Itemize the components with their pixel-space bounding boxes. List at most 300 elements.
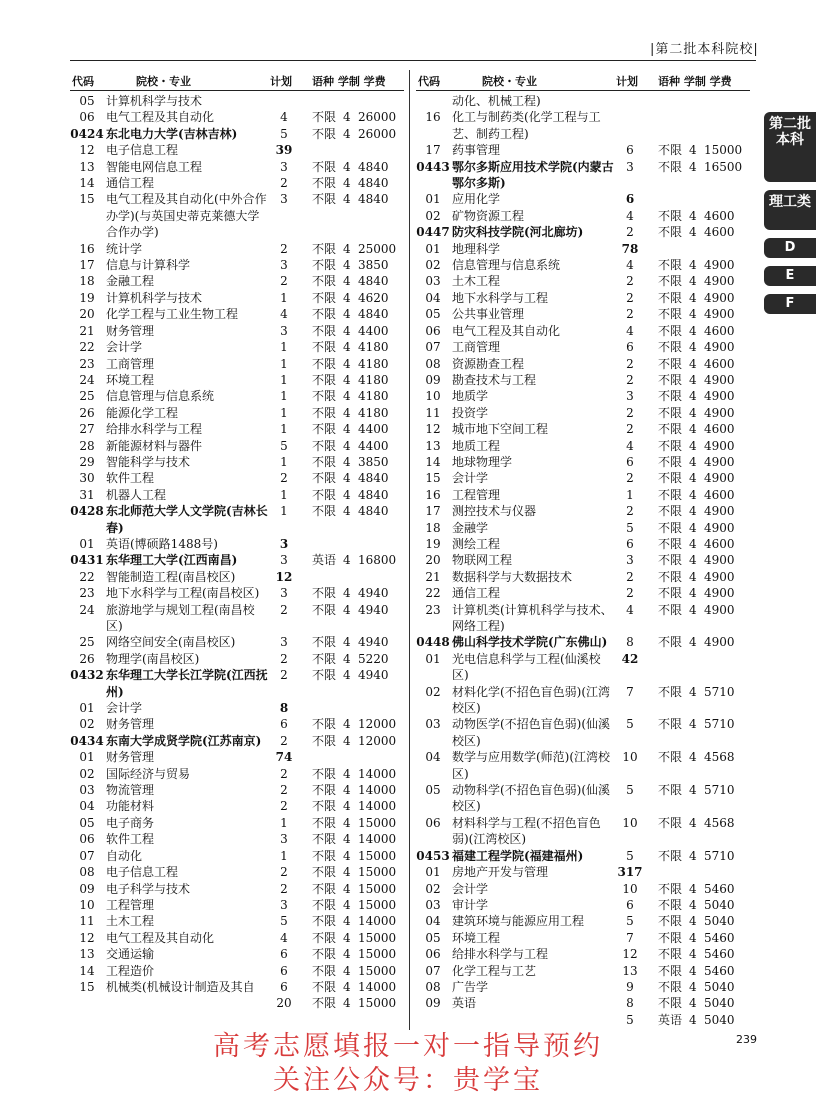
language-cell: 不限 bbox=[312, 454, 337, 469]
major-cell: 矿物资源工程 bbox=[452, 208, 525, 223]
code-cell: 03 bbox=[425, 717, 441, 732]
plan-cell: 4 bbox=[626, 602, 634, 617]
code-cell: 10 bbox=[79, 897, 95, 912]
fee-cell: 26000 bbox=[358, 126, 397, 141]
plan-cell: 2 bbox=[280, 241, 288, 256]
language-cell: 不限 bbox=[312, 783, 337, 798]
plan-cell: 4 bbox=[626, 258, 634, 273]
language-cell: 不限 bbox=[312, 832, 337, 847]
plan-cell: 4 bbox=[280, 307, 288, 322]
major-cell: 电子商务 bbox=[106, 815, 155, 830]
fee-cell: 5040 bbox=[704, 996, 735, 1011]
fee-cell: 5460 bbox=[704, 881, 735, 896]
fee-cell: 26000 bbox=[358, 110, 397, 125]
watermark-line-1: 高考志愿填报一对一指导预约 bbox=[213, 1031, 603, 1062]
years-cell: 4 bbox=[343, 405, 351, 420]
years-cell: 4 bbox=[343, 504, 351, 519]
plan-cell: 2 bbox=[280, 881, 288, 896]
code-cell: 31 bbox=[79, 487, 95, 502]
years-cell: 4 bbox=[343, 881, 351, 896]
language-cell: 不限 bbox=[658, 504, 683, 519]
fee-cell: 15000 bbox=[358, 897, 397, 912]
fee-cell: 4840 bbox=[358, 471, 389, 486]
language-cell: 英语 bbox=[658, 1012, 683, 1027]
language-cell: 不限 bbox=[658, 405, 683, 420]
language-cell: 英语 bbox=[312, 553, 337, 568]
language-cell: 不限 bbox=[312, 996, 337, 1011]
fee-cell: 4940 bbox=[358, 635, 389, 650]
fee-cell: 4600 bbox=[704, 487, 735, 502]
code-cell: 0434 bbox=[70, 733, 104, 748]
plan-cell: 2 bbox=[626, 372, 634, 387]
fee-cell: 4180 bbox=[358, 372, 389, 387]
major-cell: 化工与制药类(化学工程与工艺、制药工程) bbox=[452, 110, 601, 141]
fee-cell: 5040 bbox=[704, 979, 735, 994]
fee-cell: 12000 bbox=[358, 717, 397, 732]
plan-cell: 5 bbox=[626, 520, 634, 535]
fee-cell: 5710 bbox=[704, 717, 735, 732]
language-cell: 不限 bbox=[312, 914, 337, 929]
fee-cell: 4180 bbox=[358, 405, 389, 420]
years-cell: 4 bbox=[689, 881, 697, 896]
major-cell: 动化、机械工程) bbox=[452, 94, 541, 108]
fee-cell: 5220 bbox=[358, 651, 389, 666]
fee-cell: 4900 bbox=[704, 471, 735, 486]
code-cell: 01 bbox=[425, 651, 441, 666]
code-cell: 13 bbox=[79, 159, 95, 174]
years-cell: 4 bbox=[343, 914, 351, 929]
language-cell: 不限 bbox=[658, 372, 683, 387]
plan-cell: 5 bbox=[626, 848, 634, 863]
code-cell: 24 bbox=[79, 602, 95, 617]
plan-cell: 2 bbox=[280, 274, 288, 289]
language-cell: 不限 bbox=[658, 208, 683, 223]
years-cell: 4 bbox=[689, 438, 697, 453]
major-cell: 材料化学(不招色盲色弱)(江湾校区) bbox=[452, 684, 611, 716]
years-cell: 4 bbox=[343, 848, 351, 863]
major-cell: 材料科学与工程(不招色盲色弱)(江湾校区) bbox=[452, 815, 601, 847]
years-cell: 4 bbox=[689, 143, 697, 158]
plan-cell: 4 bbox=[626, 208, 634, 223]
major-cell: 财务管理 bbox=[106, 323, 155, 338]
years-cell: 4 bbox=[343, 389, 351, 404]
code-cell: 18 bbox=[79, 274, 95, 289]
fee-cell: 15000 bbox=[358, 881, 397, 896]
language-cell: 不限 bbox=[312, 979, 337, 994]
fee-cell: 4900 bbox=[704, 520, 735, 535]
years-cell: 4 bbox=[343, 372, 351, 387]
major-cell: 地理科学 bbox=[452, 241, 501, 256]
years-cell: 4 bbox=[343, 438, 351, 453]
code-cell: 06 bbox=[425, 323, 441, 338]
major-cell: 智能电网信息工程 bbox=[106, 159, 203, 174]
years-cell: 4 bbox=[689, 996, 697, 1011]
plan-cell: 10 bbox=[622, 815, 638, 830]
code-cell: 12 bbox=[425, 422, 441, 437]
years-cell: 4 bbox=[343, 668, 351, 683]
header-plan: 计划 bbox=[616, 75, 638, 88]
language-cell: 不限 bbox=[658, 471, 683, 486]
language-cell: 不限 bbox=[312, 176, 337, 191]
table-row bbox=[70, 979, 404, 1011]
fee-cell: 5040 bbox=[704, 1012, 735, 1027]
language-cell: 不限 bbox=[312, 159, 337, 174]
code-cell: 27 bbox=[79, 422, 95, 437]
plan-cell: 6 bbox=[625, 192, 635, 207]
years-cell: 4 bbox=[689, 897, 697, 912]
major-cell: 佛山科学技术学院(广东佛山) bbox=[452, 635, 608, 650]
language-cell: 不限 bbox=[312, 963, 337, 978]
plan-cell: 3 bbox=[279, 536, 289, 551]
code-cell: 22 bbox=[79, 340, 95, 355]
major-cell: 旅游地学与规划工程(南昌校区) bbox=[106, 602, 255, 633]
language-cell: 不限 bbox=[658, 848, 683, 863]
plan-cell: 2 bbox=[280, 651, 288, 666]
years-cell: 4 bbox=[343, 110, 351, 125]
major-cell: 电气工程及其自动化 bbox=[452, 323, 561, 338]
plan-cell: 2 bbox=[280, 799, 288, 814]
years-cell: 4 bbox=[689, 454, 697, 469]
code-cell: 28 bbox=[79, 438, 95, 453]
years-cell: 4 bbox=[343, 586, 351, 601]
major-cell: 金融学 bbox=[452, 520, 489, 535]
code-cell: 19 bbox=[425, 536, 441, 551]
language-cell: 不限 bbox=[658, 602, 683, 617]
plan-cell: 1 bbox=[280, 405, 288, 420]
years-cell: 4 bbox=[689, 586, 697, 601]
fee-cell: 5460 bbox=[704, 963, 735, 978]
language-cell: 不限 bbox=[658, 881, 683, 896]
years-cell: 4 bbox=[343, 159, 351, 174]
plan-cell: 6 bbox=[626, 340, 634, 355]
fee-cell: 5710 bbox=[704, 684, 735, 699]
fee-cell: 4600 bbox=[704, 356, 735, 371]
fee-cell: 4840 bbox=[358, 274, 389, 289]
plan-cell: 5 bbox=[626, 783, 634, 798]
major-cell: 东南大学成贤学院(江苏南京) bbox=[106, 733, 262, 748]
plan-cell: 3 bbox=[280, 258, 288, 273]
fee-cell: 16800 bbox=[358, 553, 397, 568]
language-cell: 不限 bbox=[658, 963, 683, 978]
major-cell: 电气工程及其自动化(中外合作办学)(与英国史蒂克莱德大学合作办学) bbox=[106, 192, 267, 240]
plan-cell: 39 bbox=[275, 143, 293, 158]
code-cell: 01 bbox=[425, 192, 441, 207]
major-cell: 给排水科学与工程 bbox=[106, 422, 203, 437]
years-cell: 4 bbox=[689, 602, 697, 617]
language-cell: 不限 bbox=[312, 438, 337, 453]
years-cell: 4 bbox=[689, 635, 697, 650]
language-cell: 不限 bbox=[658, 569, 683, 584]
fee-cell: 4900 bbox=[704, 389, 735, 404]
major-cell: 地下水科学与工程(南昌校区) bbox=[106, 586, 260, 601]
code-cell: 07 bbox=[425, 963, 441, 978]
major-cell: 资源勘查工程 bbox=[452, 356, 525, 371]
plan-cell: 5 bbox=[626, 717, 634, 732]
years-cell: 4 bbox=[689, 553, 697, 568]
major-cell: 动物医学(不招色盲色弱)(仙溪校区) bbox=[452, 717, 611, 748]
header-code: 代码 bbox=[418, 75, 440, 88]
tab-second-batch[interactable]: 第二批本科 bbox=[764, 112, 816, 182]
fee-cell: 15000 bbox=[358, 996, 397, 1011]
code-cell: 11 bbox=[79, 914, 95, 929]
fee-cell: 4840 bbox=[358, 192, 389, 207]
major-cell: 工程管理 bbox=[106, 897, 155, 912]
language-cell: 不限 bbox=[312, 290, 337, 305]
code-cell: 0453 bbox=[416, 848, 450, 863]
code-cell: 05 bbox=[79, 815, 95, 830]
code-cell: 01 bbox=[79, 701, 95, 716]
major-cell: 物流管理 bbox=[106, 783, 155, 798]
major-cell: 自动化 bbox=[106, 848, 143, 863]
plan-cell: 3 bbox=[280, 323, 288, 338]
major-cell: 地质学 bbox=[452, 389, 489, 404]
plan-cell: 1 bbox=[626, 487, 634, 502]
plan-cell: 2 bbox=[280, 668, 288, 683]
plan-cell: 2 bbox=[626, 471, 634, 486]
tab-e[interactable]: E bbox=[764, 266, 816, 286]
code-cell: 04 bbox=[425, 750, 441, 765]
code-cell: 0431 bbox=[70, 553, 104, 568]
fee-cell: 4900 bbox=[704, 569, 735, 584]
years-cell: 4 bbox=[343, 274, 351, 289]
plan-cell: 1 bbox=[280, 422, 288, 437]
code-cell: 02 bbox=[79, 766, 95, 781]
language-cell: 不限 bbox=[658, 274, 683, 289]
code-cell: 02 bbox=[79, 717, 95, 732]
plan-cell: 4 bbox=[280, 110, 288, 125]
language-cell: 不限 bbox=[658, 815, 683, 830]
major-cell: 土木工程 bbox=[452, 274, 501, 289]
plan-cell: 8 bbox=[279, 701, 289, 716]
plan-cell: 2 bbox=[626, 307, 634, 322]
years-cell: 4 bbox=[343, 963, 351, 978]
major-cell: 电子信息工程 bbox=[106, 143, 179, 158]
fee-cell: 4840 bbox=[358, 159, 389, 174]
years-cell: 4 bbox=[343, 930, 351, 945]
major-cell: 电气工程及其自动化 bbox=[106, 930, 215, 945]
fee-cell: 4900 bbox=[704, 258, 735, 273]
major-cell: 信息管理与信息系统 bbox=[452, 258, 561, 273]
plan-cell: 2 bbox=[280, 602, 288, 617]
plan-cell: 3 bbox=[626, 553, 634, 568]
major-cell: 电子信息工程 bbox=[106, 865, 179, 880]
plan-cell: 5 bbox=[626, 1012, 634, 1027]
major-cell: 会计学 bbox=[452, 881, 489, 896]
years-cell: 4 bbox=[689, 208, 697, 223]
plan-cell: 42 bbox=[621, 651, 639, 666]
major-cell: 工程管理 bbox=[452, 487, 501, 502]
fee-cell: 4600 bbox=[704, 208, 735, 223]
fee-cell: 15000 bbox=[358, 865, 397, 880]
years-cell: 4 bbox=[343, 733, 351, 748]
major-cell: 计算机科学与技术 bbox=[106, 290, 203, 305]
plan-cell: 2 bbox=[280, 783, 288, 798]
plan-cell: 2 bbox=[280, 733, 288, 748]
major-cell: 软件工程 bbox=[106, 832, 155, 847]
code-cell: 21 bbox=[79, 323, 95, 338]
major-cell: 城市地下空间工程 bbox=[452, 422, 549, 437]
code-cell: 08 bbox=[425, 979, 441, 994]
tab-science[interactable]: 理工类 bbox=[764, 190, 816, 230]
fee-cell: 4900 bbox=[704, 274, 735, 289]
code-cell: 0443 bbox=[416, 159, 450, 174]
years-cell: 4 bbox=[343, 979, 351, 994]
language-cell: 不限 bbox=[658, 225, 683, 240]
code-cell: 13 bbox=[425, 438, 441, 453]
major-cell: 药事管理 bbox=[452, 143, 501, 158]
years-cell: 4 bbox=[343, 356, 351, 371]
years-cell: 4 bbox=[689, 159, 697, 174]
fee-cell: 4400 bbox=[358, 438, 389, 453]
plan-cell: 6 bbox=[280, 979, 288, 994]
code-cell: 25 bbox=[79, 389, 95, 404]
header-lang-len-fee: 语种 学制 学费 bbox=[658, 75, 732, 88]
left-table-body bbox=[70, 93, 404, 1011]
major-cell: 测控技术与仪器 bbox=[452, 504, 537, 519]
fee-cell: 3850 bbox=[358, 454, 389, 469]
fee-cell: 4840 bbox=[358, 504, 389, 519]
plan-cell: 5 bbox=[280, 438, 288, 453]
language-cell: 不限 bbox=[312, 192, 337, 207]
major-cell: 广告学 bbox=[452, 979, 489, 994]
fee-cell: 4940 bbox=[358, 602, 389, 617]
major-cell: 东华理工大学长江学院(江西抚州) bbox=[106, 668, 268, 699]
language-cell: 不限 bbox=[312, 815, 337, 830]
code-cell: 20 bbox=[79, 307, 95, 322]
fee-cell: 14000 bbox=[358, 832, 397, 847]
tab-d[interactable]: D bbox=[764, 238, 816, 258]
fee-cell: 3850 bbox=[358, 258, 389, 273]
language-cell: 不限 bbox=[658, 897, 683, 912]
language-cell: 不限 bbox=[658, 783, 683, 798]
major-cell: 给排水科学与工程 bbox=[452, 947, 549, 962]
table-row bbox=[416, 93, 750, 109]
years-cell: 4 bbox=[343, 323, 351, 338]
major-cell: 地球物理学 bbox=[452, 454, 513, 469]
code-cell: 04 bbox=[79, 799, 95, 814]
code-cell: 09 bbox=[79, 881, 95, 896]
code-cell: 15 bbox=[79, 192, 95, 207]
years-cell: 4 bbox=[689, 487, 697, 502]
plan-cell: 1 bbox=[280, 340, 288, 355]
code-cell: 03 bbox=[425, 897, 441, 912]
code-cell: 17 bbox=[425, 143, 441, 158]
language-cell: 不限 bbox=[658, 553, 683, 568]
major-cell: 工商管理 bbox=[452, 340, 501, 355]
code-cell: 08 bbox=[425, 356, 441, 371]
years-cell: 4 bbox=[343, 799, 351, 814]
major-cell: 英语 bbox=[452, 996, 477, 1011]
header-plan: 计划 bbox=[270, 75, 292, 88]
fee-cell: 4620 bbox=[358, 290, 389, 305]
column-header bbox=[70, 70, 404, 91]
code-cell: 16 bbox=[79, 241, 95, 256]
plan-cell: 8 bbox=[626, 996, 634, 1011]
right-column bbox=[416, 70, 750, 1027]
tab-f[interactable]: F bbox=[764, 294, 816, 314]
plan-cell: 2 bbox=[626, 586, 634, 601]
code-cell: 24 bbox=[79, 372, 95, 387]
plan-cell: 6 bbox=[626, 897, 634, 912]
fee-cell: 4600 bbox=[704, 536, 735, 551]
language-cell: 不限 bbox=[312, 602, 337, 617]
side-tabs bbox=[764, 112, 816, 322]
language-cell: 不限 bbox=[658, 930, 683, 945]
major-cell: 审计学 bbox=[452, 897, 489, 912]
years-cell: 4 bbox=[689, 471, 697, 486]
years-cell: 4 bbox=[343, 258, 351, 273]
code-cell: 15 bbox=[425, 471, 441, 486]
language-cell: 不限 bbox=[312, 372, 337, 387]
years-cell: 4 bbox=[689, 815, 697, 830]
plan-cell: 2 bbox=[626, 225, 634, 240]
fee-cell: 4840 bbox=[358, 176, 389, 191]
plan-cell: 5 bbox=[280, 914, 288, 929]
code-cell: 01 bbox=[79, 536, 95, 551]
code-cell: 26 bbox=[79, 405, 95, 420]
left-column bbox=[70, 70, 404, 1011]
language-cell: 不限 bbox=[312, 405, 337, 420]
major-cell: 通信工程 bbox=[106, 176, 155, 191]
code-cell: 03 bbox=[79, 783, 95, 798]
code-cell: 06 bbox=[79, 110, 95, 125]
years-cell: 4 bbox=[689, 340, 697, 355]
major-cell: 防灾科技学院(河北廊坊) bbox=[452, 225, 584, 240]
fee-cell: 4900 bbox=[704, 340, 735, 355]
plan-cell: 5 bbox=[280, 126, 288, 141]
watermark-line-2: 关注公众号：贵学宝 bbox=[273, 1065, 543, 1096]
fee-cell: 4900 bbox=[704, 586, 735, 601]
fee-cell: 4900 bbox=[704, 438, 735, 453]
code-cell: 30 bbox=[79, 471, 95, 486]
language-cell: 不限 bbox=[658, 487, 683, 502]
fee-cell: 14000 bbox=[358, 799, 397, 814]
years-cell: 4 bbox=[343, 290, 351, 305]
fee-cell: 4900 bbox=[704, 290, 735, 305]
code-cell: 25 bbox=[79, 635, 95, 650]
fee-cell: 5040 bbox=[704, 897, 735, 912]
fee-cell: 4900 bbox=[704, 635, 735, 650]
language-cell: 不限 bbox=[658, 389, 683, 404]
code-cell: 22 bbox=[425, 586, 441, 601]
major-cell: 物联网工程 bbox=[452, 553, 513, 568]
plan-cell: 4 bbox=[626, 323, 634, 338]
major-cell: 东北电力大学(吉林吉林) bbox=[106, 126, 238, 141]
code-cell: 01 bbox=[425, 241, 441, 256]
code-cell: 05 bbox=[425, 783, 441, 798]
years-cell: 4 bbox=[343, 897, 351, 912]
fee-cell: 4900 bbox=[704, 405, 735, 420]
code-cell: 14 bbox=[79, 963, 95, 978]
fee-cell: 5460 bbox=[704, 930, 735, 945]
years-cell: 4 bbox=[689, 914, 697, 929]
major-cell: 地下水科学与工程 bbox=[452, 290, 549, 305]
years-cell: 4 bbox=[343, 783, 351, 798]
fee-cell: 15000 bbox=[358, 848, 397, 863]
language-cell: 不限 bbox=[312, 274, 337, 289]
fee-cell: 15000 bbox=[358, 963, 397, 978]
major-cell: 公共事业管理 bbox=[452, 307, 525, 322]
fee-cell: 14000 bbox=[358, 914, 397, 929]
plan-cell: 1 bbox=[280, 504, 288, 519]
years-cell: 4 bbox=[689, 947, 697, 962]
major-cell: 财务管理 bbox=[106, 750, 155, 765]
major-cell: 会计学 bbox=[106, 340, 143, 355]
language-cell: 不限 bbox=[312, 340, 337, 355]
fee-cell: 15000 bbox=[358, 815, 397, 830]
language-cell: 不限 bbox=[312, 307, 337, 322]
plan-cell: 6 bbox=[280, 947, 288, 962]
